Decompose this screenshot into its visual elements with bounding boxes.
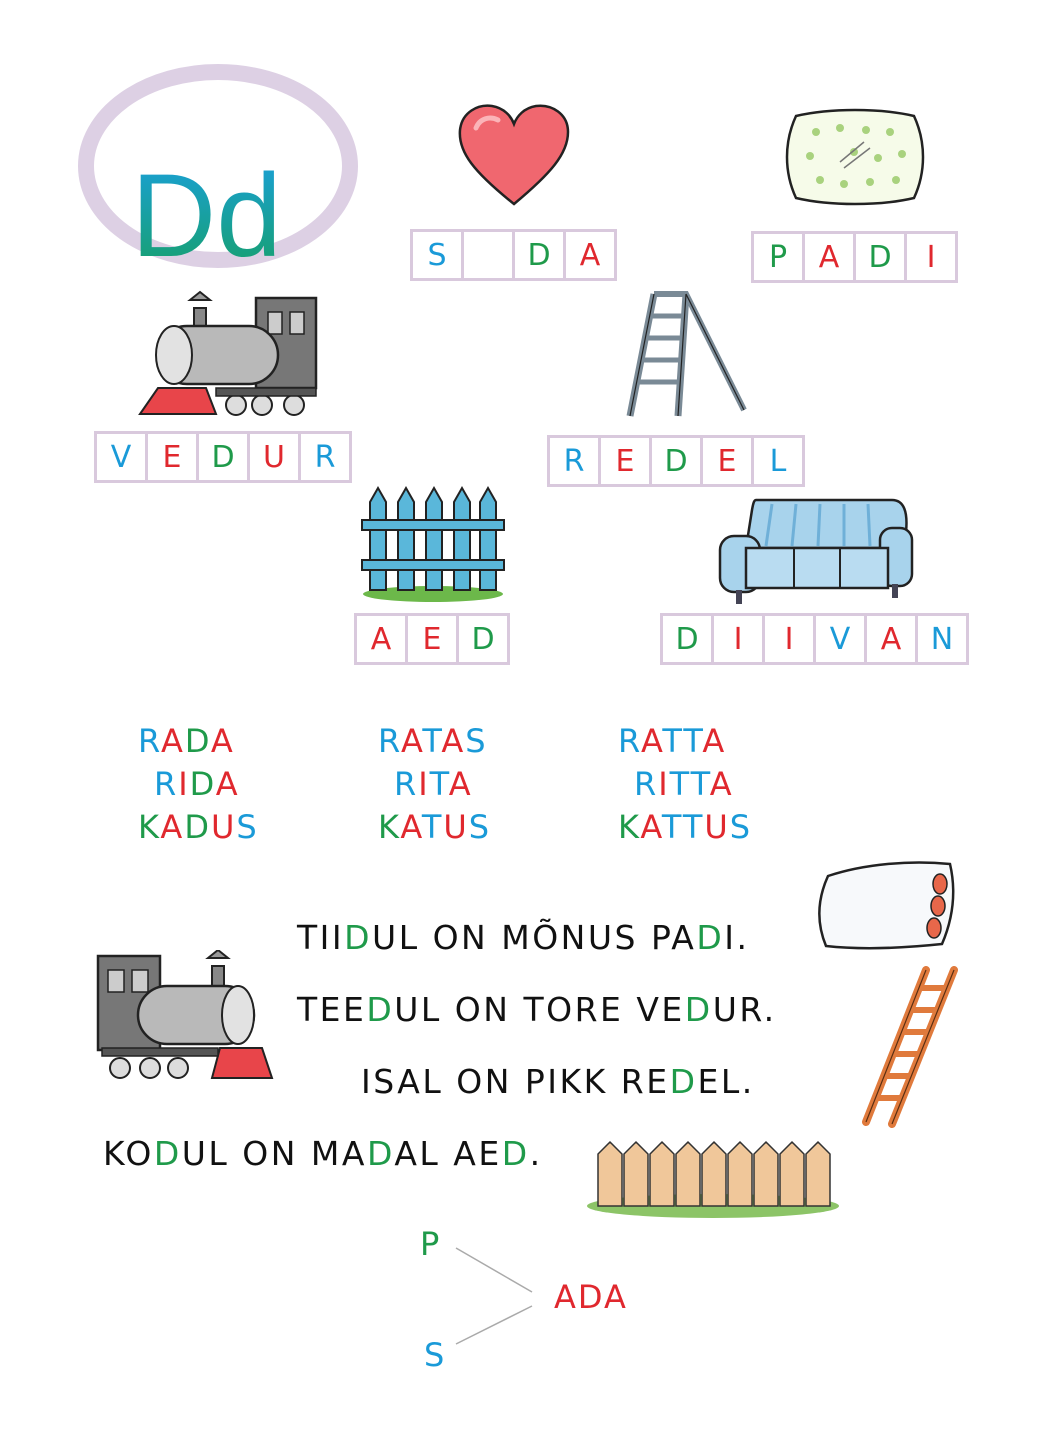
word-letter: K: [138, 808, 161, 846]
train-icon: [136, 290, 326, 420]
branch-bottom-letter: S: [424, 1336, 445, 1374]
word-letter: D: [189, 765, 216, 803]
word-letter: T: [422, 722, 442, 760]
word-column-3: [618, 720, 752, 849]
letter-box: D: [196, 431, 250, 483]
word-card-vedur: [94, 431, 349, 483]
letter-box: D: [660, 613, 714, 665]
letter-box: E: [598, 435, 652, 487]
sentence-segment: AL AE: [394, 1134, 502, 1173]
word-letter: K: [378, 808, 401, 846]
sentence-segment: D: [501, 1134, 530, 1173]
word-letter: T: [421, 808, 444, 846]
sentence-segment: D: [153, 1134, 182, 1173]
letter-box: E: [700, 435, 754, 487]
pillow-icon: [814, 856, 960, 952]
word-letter: I: [418, 765, 430, 803]
sofa-icon: [716, 492, 916, 608]
word-letter: A: [640, 722, 663, 760]
word-letter: A: [441, 722, 466, 760]
sentence-segment: .: [529, 1134, 543, 1173]
word-letter: A: [709, 765, 734, 803]
practice-word: [138, 763, 259, 806]
letter-box: A: [563, 229, 617, 281]
sentence-1: [297, 918, 749, 957]
letter-box: E: [405, 613, 459, 665]
word-card-redel: [547, 435, 802, 487]
ladder-icon: [624, 290, 748, 422]
practice-word: [618, 806, 752, 849]
word-letter: T: [669, 765, 691, 803]
heart-icon: [454, 100, 574, 210]
branch-ending: ADA: [554, 1278, 628, 1316]
letter-box: A: [802, 231, 856, 283]
word-letter: U: [443, 808, 469, 846]
practice-word: [138, 806, 259, 849]
word-letter: A: [400, 808, 422, 846]
sentence-segment: TEE: [297, 990, 367, 1029]
sentence-3: [361, 1062, 755, 1101]
word-letter: T: [690, 765, 710, 803]
ladder-icon: [856, 966, 960, 1128]
word-letter: I: [178, 765, 190, 803]
word-letter: A: [702, 722, 727, 760]
word-letter: A: [640, 808, 662, 846]
letter-box: E: [145, 431, 199, 483]
word-letter: S: [465, 722, 488, 760]
word-letter: R: [618, 722, 641, 760]
word-letter: T: [661, 808, 683, 846]
word-letter: A: [448, 765, 473, 803]
letter-box: R: [547, 435, 601, 487]
word-letter: U: [704, 808, 730, 846]
word-letter: U: [210, 808, 237, 846]
sentence-segment: ISAL ON PIKK RE: [361, 1062, 670, 1101]
word-letter: K: [618, 808, 641, 846]
branch-lines: [450, 1240, 540, 1352]
letter-box: U: [247, 431, 301, 483]
train-icon: [94, 950, 274, 1086]
letter-box: R: [298, 431, 352, 483]
word-letter: A: [210, 722, 235, 760]
letter-box: I: [904, 231, 958, 283]
sentence-segment: D: [684, 990, 713, 1029]
practice-word: [618, 720, 752, 763]
sentence-segment: UR.: [712, 990, 777, 1029]
letter-box: [461, 229, 515, 281]
letter-box: L: [751, 435, 805, 487]
word-letter: T: [429, 765, 449, 803]
sentence-segment: D: [344, 918, 373, 957]
word-letter: T: [682, 808, 705, 846]
sentence-segment: EL.: [697, 1062, 755, 1101]
word-letter: R: [634, 765, 659, 803]
sentence-segment: UL ON TORE VE: [394, 990, 685, 1029]
practice-word: [378, 763, 491, 806]
word-letter: R: [138, 722, 161, 760]
letter-box: N: [915, 613, 969, 665]
letter-box: I: [762, 613, 816, 665]
fence-icon: [586, 1130, 840, 1220]
sentence-4: [103, 1134, 543, 1173]
sentence-segment: UL ON MÕNUS PA: [372, 918, 697, 957]
fence-icon: [358, 480, 508, 604]
sentence-segment: D: [696, 918, 725, 957]
word-card-padi: [751, 231, 955, 283]
letter-box: A: [354, 613, 408, 665]
word-letter: A: [160, 808, 185, 846]
practice-word: [138, 720, 259, 763]
practice-word: [378, 720, 491, 763]
letter-box: D: [512, 229, 566, 281]
branch-top-letter: P: [420, 1225, 440, 1263]
letter-box: D: [649, 435, 703, 487]
sentence-segment: D: [669, 1062, 698, 1101]
letter-box: A: [864, 613, 918, 665]
word-letter: A: [160, 722, 185, 760]
word-column-1: [138, 720, 259, 849]
word-card-sda: [410, 229, 614, 281]
word-letter: T: [683, 722, 703, 760]
practice-word: [378, 806, 491, 849]
page-title: Dd: [131, 150, 282, 282]
sentence-segment: UL ON MA: [181, 1134, 367, 1173]
word-letter: A: [400, 722, 423, 760]
letter-box: V: [94, 431, 148, 483]
word-letter: A: [215, 765, 240, 803]
sentence-segment: I.: [724, 918, 750, 957]
sentence-2: [297, 990, 777, 1029]
word-letter: I: [658, 765, 670, 803]
word-card-diivan: [660, 613, 966, 665]
sentence-segment: TII: [297, 918, 345, 957]
letter-box: V: [813, 613, 867, 665]
word-letter: T: [662, 722, 684, 760]
letter-box: P: [751, 231, 805, 283]
sentence-segment: D: [366, 1134, 395, 1173]
word-letter: S: [468, 808, 492, 846]
word-letter: R: [394, 765, 419, 803]
word-letter: R: [378, 722, 401, 760]
pillow-icon: [780, 102, 930, 212]
title-badge: [78, 62, 360, 282]
letter-box: S: [410, 229, 464, 281]
practice-word: [618, 763, 752, 806]
letter-box: I: [711, 613, 765, 665]
sentence-segment: D: [366, 990, 395, 1029]
word-card-aed: [354, 613, 507, 665]
word-letter: S: [729, 808, 753, 846]
word-letter: D: [184, 722, 211, 760]
letter-box: D: [456, 613, 510, 665]
letter-box: D: [853, 231, 907, 283]
word-letter: R: [154, 765, 179, 803]
word-column-2: [378, 720, 491, 849]
word-letter: S: [236, 808, 259, 846]
word-letter: D: [184, 808, 211, 846]
sentence-segment: KO: [103, 1134, 154, 1173]
